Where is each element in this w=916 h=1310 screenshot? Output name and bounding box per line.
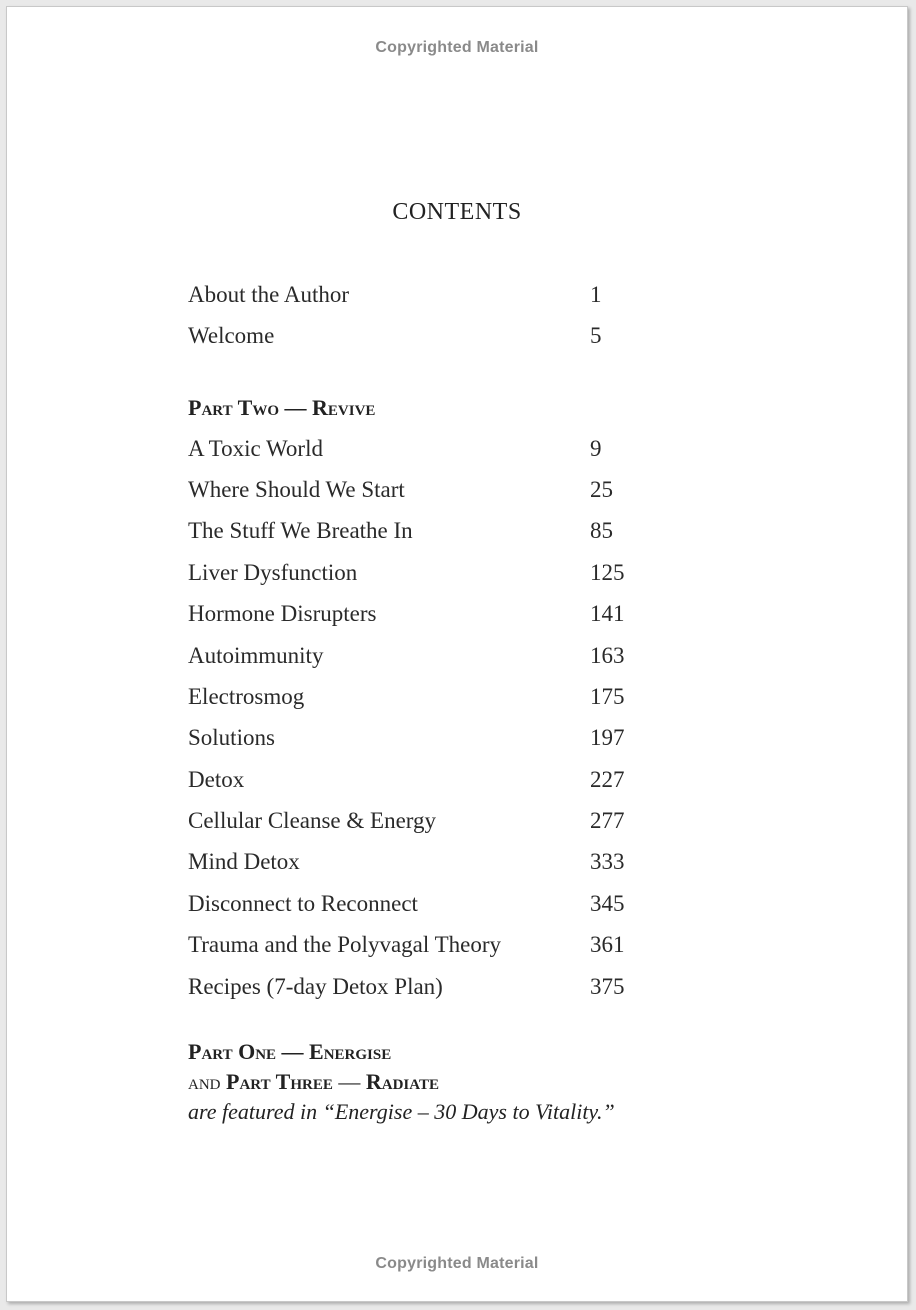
toc-entry-label: Recipes (7-day Detox Plan): [188, 974, 443, 999]
part-three-label: Part Three: [226, 1069, 333, 1094]
part-one-label: Part One: [188, 1039, 277, 1064]
toc-entry[interactable]: [188, 599, 708, 629]
part-two-name: Revive: [312, 395, 376, 420]
part-one-dash: —: [281, 1039, 304, 1064]
toc-entry[interactable]: [188, 475, 708, 505]
toc-entry-page: 375: [590, 974, 625, 999]
closing-note: are featured in “Energise – 30 Days to Vitality.”: [188, 1099, 615, 1124]
toc-entry-page: 197: [590, 725, 625, 750]
toc-entry[interactable]: [188, 434, 708, 464]
part-three-dash: —: [338, 1069, 361, 1094]
toc-entry[interactable]: [188, 516, 708, 546]
toc-entry-page: 85: [590, 518, 613, 543]
part-one-name: Energise: [309, 1039, 392, 1064]
toc-entry-page: 227: [590, 767, 625, 792]
toc-entry-page: 5: [590, 323, 602, 348]
toc-entry-label: Solutions: [188, 725, 275, 750]
part-two-label: Part Two: [188, 395, 280, 420]
toc-entry[interactable]: [188, 558, 708, 588]
toc-entry[interactable]: [188, 847, 708, 877]
toc-entry-welcome[interactable]: [188, 321, 708, 351]
toc-entry-label: Hormone Disrupters: [188, 601, 377, 626]
part-one-heading: [188, 1038, 391, 1066]
toc-entry-label: A Toxic World: [188, 436, 323, 461]
toc-entry-page: 163: [590, 643, 625, 668]
toc-entry-page: 175: [590, 684, 625, 709]
part-three-heading: [188, 1068, 439, 1096]
toc-entry[interactable]: [188, 641, 708, 671]
part-two-heading: [188, 394, 375, 422]
toc-entry-page: 25: [590, 477, 613, 502]
toc-entry-label: Trauma and the Polyvagal Theory: [188, 932, 502, 957]
toc-entry-page: 9: [590, 436, 602, 461]
toc-entry-label: The Stuff We Breathe In: [188, 518, 413, 543]
toc-entry-label: Cellular Cleanse & Energy: [188, 808, 437, 833]
copyright-footer: Copyrighted Material: [375, 1255, 539, 1272]
toc-entry-page: 125: [590, 560, 625, 585]
book-page: [6, 6, 908, 1302]
toc-entry[interactable]: [188, 930, 708, 960]
toc-entry[interactable]: [188, 723, 708, 753]
toc-entry-label: Liver Dysfunction: [188, 560, 358, 585]
toc-entry-label: Detox: [188, 767, 245, 792]
toc-entry-page: 141: [590, 601, 625, 626]
toc-entry-label: Electrosmog: [188, 684, 305, 709]
toc-entry-page: 1: [590, 282, 602, 307]
part-three-name: Radiate: [365, 1069, 439, 1094]
toc-entry-label: Autoimmunity: [188, 643, 324, 668]
page-title: CONTENTS: [392, 199, 522, 225]
toc-entry-label: Disconnect to Reconnect: [188, 891, 418, 916]
toc-entry-label: Where Should We Start: [188, 477, 405, 502]
toc-entry-page: 361: [590, 932, 625, 957]
toc-entry-page: 333: [590, 849, 625, 874]
toc-entry-page: 277: [590, 808, 625, 833]
and-word: and: [188, 1069, 221, 1094]
toc-entry[interactable]: [188, 806, 708, 836]
toc-entry[interactable]: [188, 765, 708, 795]
toc-entry-label: About the Author: [188, 282, 349, 307]
toc-entry-label: Mind Detox: [188, 849, 300, 874]
toc-entry[interactable]: [188, 682, 708, 712]
toc-entry[interactable]: [188, 889, 708, 919]
toc-entry-about-the-author[interactable]: [188, 280, 708, 310]
toc-entry[interactable]: [188, 972, 708, 1002]
part-two-dash: —: [284, 395, 307, 420]
toc-entry-label: Welcome: [188, 323, 275, 348]
toc-entry-page: 345: [590, 891, 625, 916]
copyright-header: Copyrighted Material: [375, 39, 539, 56]
